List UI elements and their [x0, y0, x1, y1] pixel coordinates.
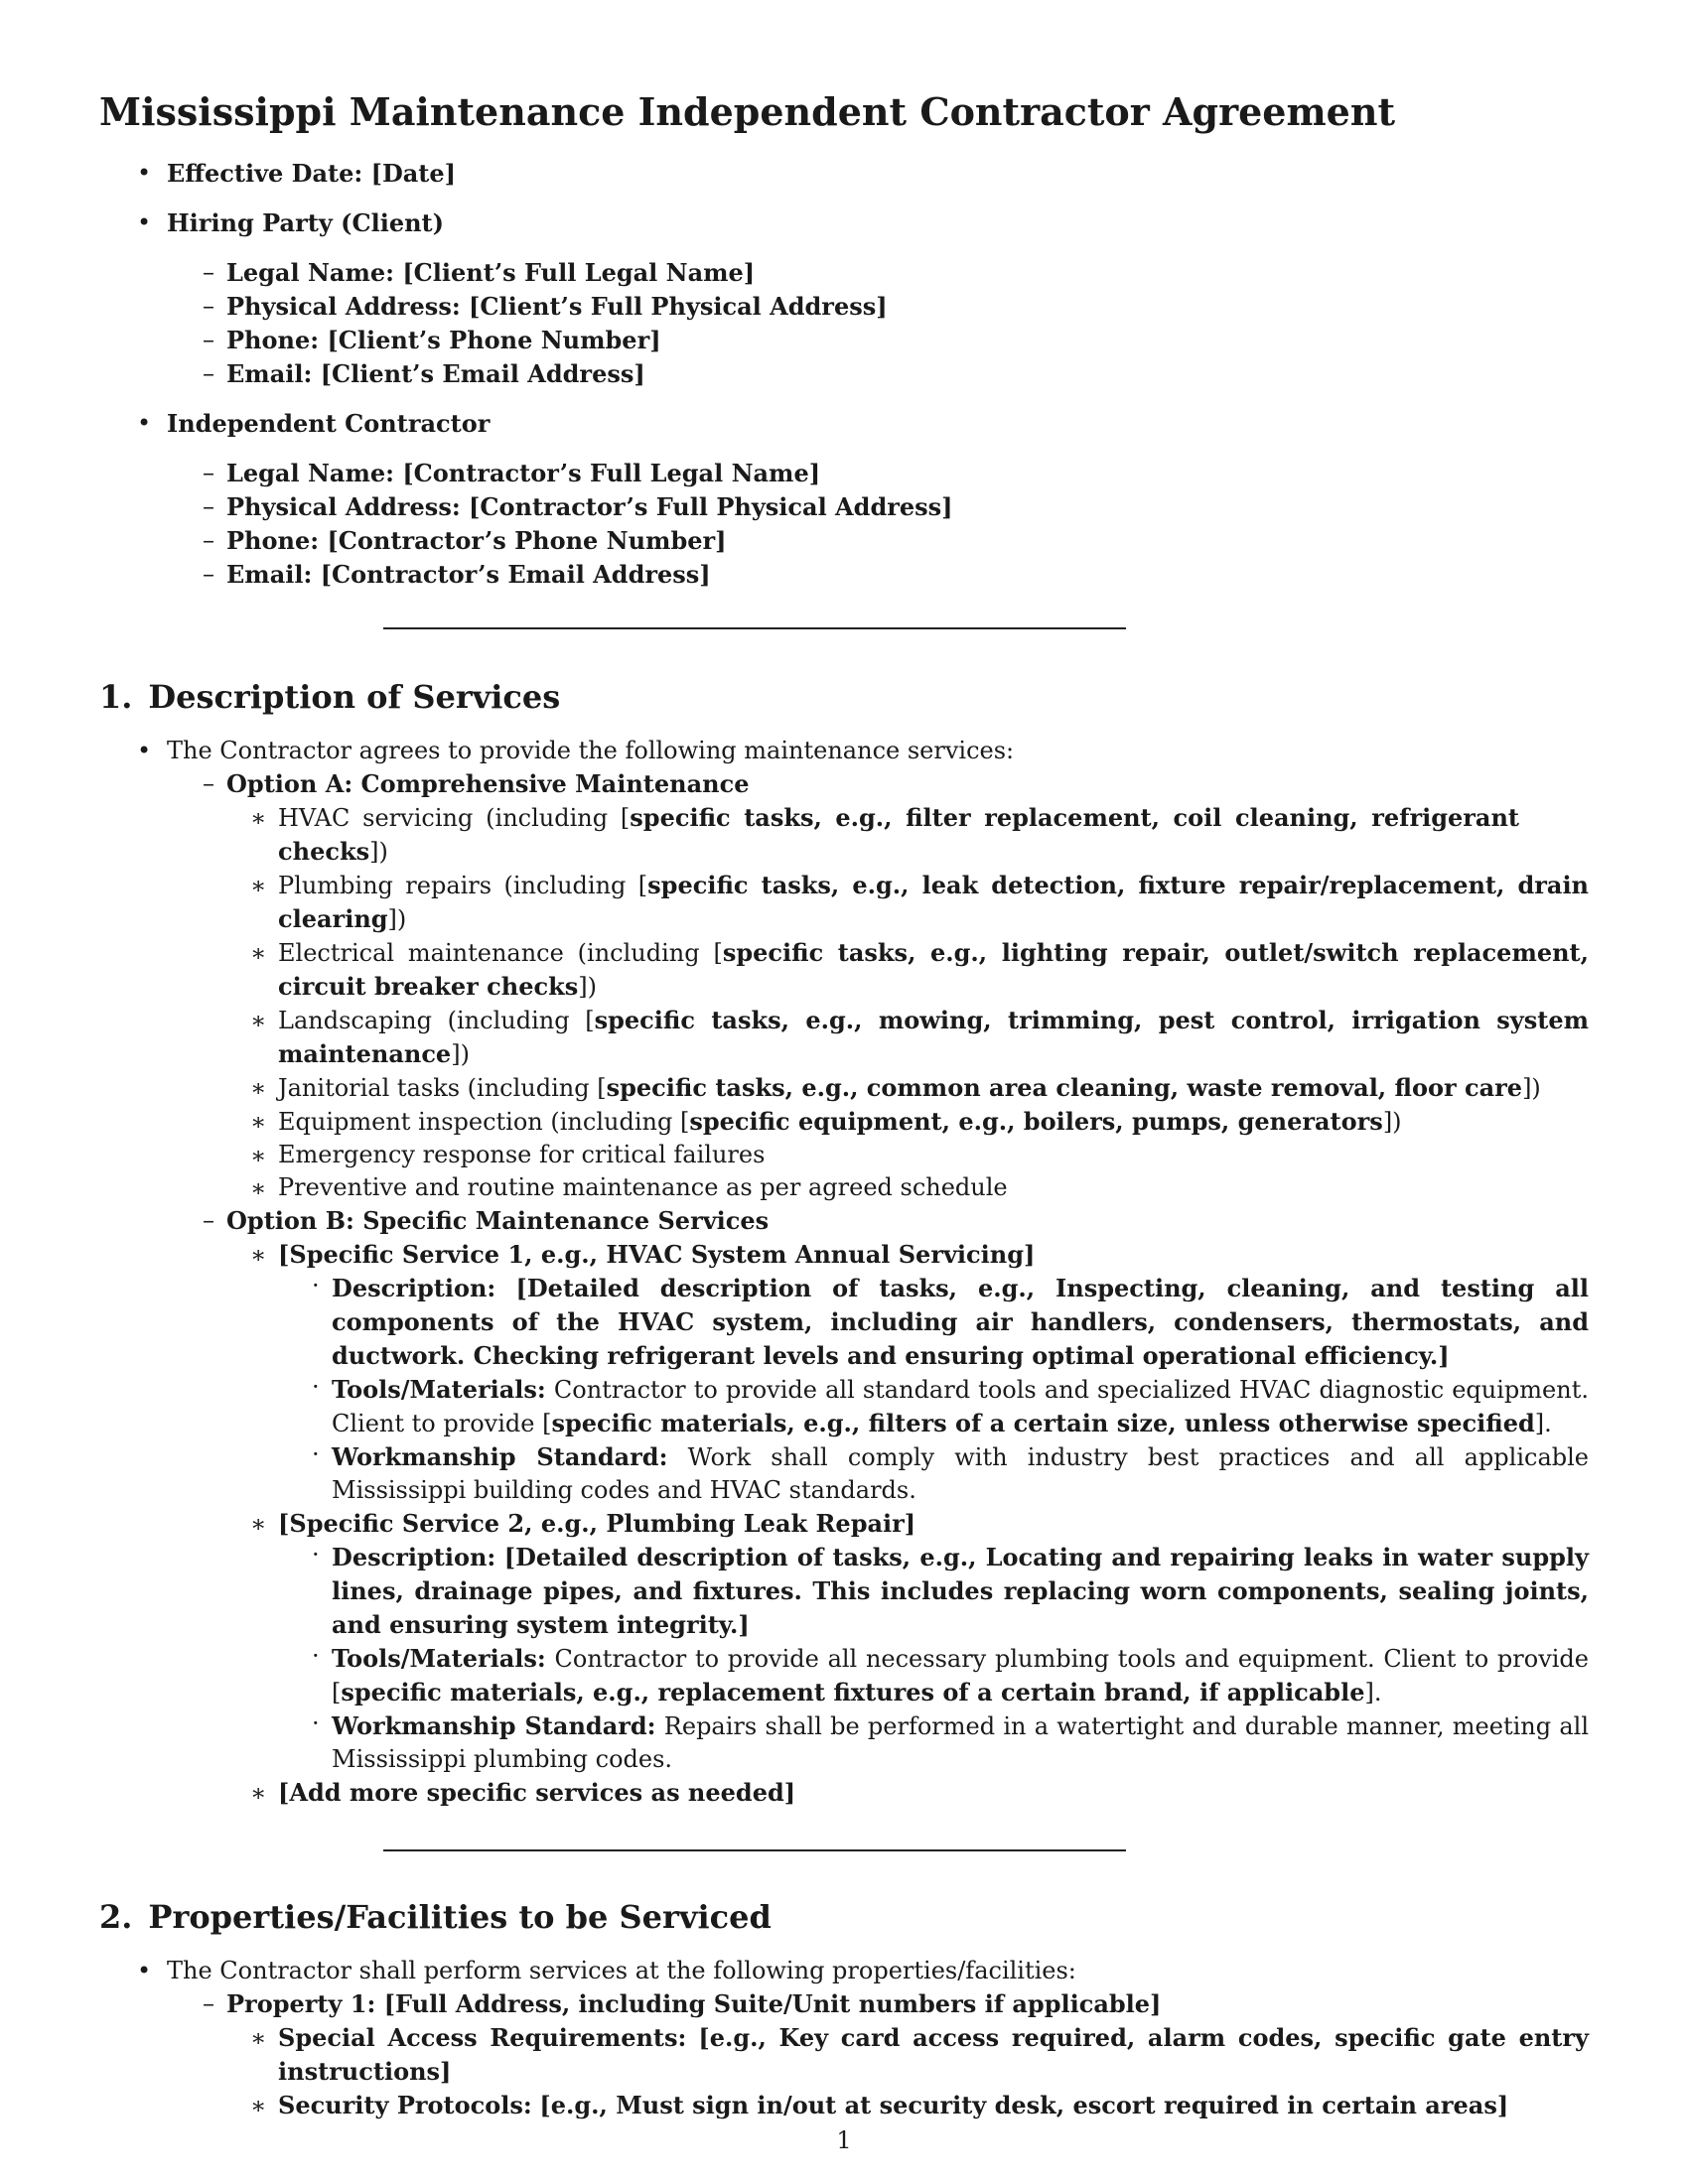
specific-service-2: ∗ [Specific Service 2, e.g., Plumbing Leak Repair] · Description: [Detailed description of tasks, e.g., Locating and repairing leaks in water supply lines, drainage pipes, and fixtures. This includes replacing worn components, sealing joints, and ensuring system integrity.] · Tools/Materials: Contractor to provide all necessary plumbing tools and equipment. Client to provide [specific materials, e.g., replacement fixtures of a certain brand, if applicable]. · Workmanship Standard: Repairs shall be performed in a watertight and durable manner, meeting all Mississippi plumbing codes. — [99, 1507, 1589, 1776]
service-1-tools: · Tools/Materials: Contractor to provide all standard tools and specialized HVAC diagnostic equipment. Client to provide [specific materials, e.g., filters of a certain size, unless otherwise specified]. — [312, 1373, 1589, 1437]
specific-service-1: ∗ [Specific Service 1, e.g., HVAC System Annual Servicing] · Description: [Detailed description of tasks, e.g., Inspecting, cleaning, and testing all components of the HVAC system, including air handlers, condensers, thermostats, and ductwork. Checking refrigerant levels and ensuring optimal operational efficiency.] · Tools/Materials: Contractor to provide all standard tools and specialized HVAC diagnostic equipment. Client to provide [specific materials, e.g., filters of a certain size, unless otherwise specified]. · Workmanship Standard: Work shall comply with industry best practices and all applicable Mississippi building codes and HVAC standards. — [99, 1238, 1589, 1507]
client-email: – Email: [Client’s Email Address] — [203, 359, 645, 388]
client-legal-name: – Legal Name: [Client’s Full Legal Name] — [203, 258, 756, 287]
section-2-heading: 2. Properties/Facilities to be Serviced — [99, 1898, 772, 1936]
client-details — [99, 256, 1589, 391]
option-a-service-hvac: ∗ HVAC servicing (including [specific tasks, e.g., filter replacement, coil cleaning, refrigerant checks]) — [250, 803, 1520, 866]
asterisk-icon: ∗ — [250, 1108, 267, 1136]
dash-icon: – — [203, 459, 214, 486]
option-a-service-equipment: ∗ Equipment inspection (including [specific equipment, e.g., boilers, pumps, generators]) — [99, 1105, 1589, 1139]
option-a-service-plumbing: ∗ Plumbing repairs (including [specific tasks, e.g., leak detection, fixture repair/replacement, drain clearing]) — [250, 871, 1590, 933]
dash-icon: – — [203, 258, 214, 286]
option-a-services — [99, 801, 1589, 1204]
option-a: – Option A: Comprehensive Maintenance ∗ HVAC servicing (including [specific tasks, e.g., filter replacement, coil cleaning, refrigerant checks]) ∗ Plumbing repairs (including [specific tasks, e.g., leak detection, fixture repair/replacement, drain clearing]) ∗ Electrical maintenance (including [specific tasks, e.g., lighting repair, outlet/switch replacement, circuit breaker checks]) ∗ Landscaping (including [specific tasks, e.g., mowing, trimming, pest control, irrigation system maintenance]) ∗ Janitorial tasks (including [specific tasks, e.g., common area cleaning, waste removal, floor care]) ∗ Equipment inspection (including [specific equipment, e.g., boilers, pumps, generators]) ∗ Emergency response for critical failures ∗ Preventive and routine maintenance as per agreed schedule — [99, 767, 1589, 1204]
asterisk-icon: ∗ — [250, 1510, 267, 1538]
service-2-description: · Description: [Detailed description of tasks, e.g., Locating and repairing leaks in water supply lines, drainage pipes, and fixtures. This includes replacing worn components, sealing joints, and ensuring system integrity.] — [312, 1541, 1589, 1639]
dot-icon: · — [312, 1440, 320, 1468]
asterisk-icon: ∗ — [250, 1142, 267, 1169]
option-b: – Option B: Specific Maintenance Services ∗ [Specific Service 1, e.g., HVAC System Annual Servicing] · Description: [Detailed description of tasks, e.g., Inspecting, cleaning, and testing all components of the HVAC system, including air handlers, condensers, thermostats, and ductwork. Checking refrigerant levels and ensuring optimal operational efficiency.] · Tools/Materials: Contractor to provide all standard tools and specialized HVAC diagnostic equipment. Client to provide [specific materials, e.g., filters of a certain size, unless otherwise specified]. · Workmanship Standard: Work shall comply with industry best practices and all applicable Mississippi building codes and HVAC standards. ∗ [Specific Service 2, e.g., Plumbing Leak Repair] · Description: [Detailed description of tasks, e.g., Locating and repairing leaks in water supply lines, drainage pipes, and fixtures. This includes replacing worn components, sealing joints, and ensuring system integrity.] · Tools/Materials: Contractor to provide all necessary plumbing tools and equipment. Client to provide [specific materials, e.g., replacement fixtures of a certain brand, if applicable]. · Workmanship Standard: Repairs shall be performed in a watertight and durable manner, meeting all Mississippi plumbing codes. ∗ [Add more specific services as needed] — [99, 1204, 1589, 1810]
dot-icon: · — [312, 1709, 320, 1737]
option-a-service-emergency: ∗ Emergency response for critical failures — [99, 1139, 1589, 1171]
option-a-service-landscaping: ∗ Landscaping (including [specific tasks, e.g., mowing, trimming, pest control, irrigation system maintenance]) — [250, 1006, 1589, 1068]
dash-icon: – — [203, 526, 214, 554]
contractor-address: – Physical Address: [Contractor’s Full Physical Address] — [203, 492, 953, 521]
option-a-service-preventive: ∗ Preventive and routine maintenance as per agreed schedule — [99, 1171, 1589, 1204]
section-1-list — [99, 735, 1589, 1810]
specific-service-2-details — [99, 1541, 1589, 1776]
asterisk-icon: ∗ — [250, 1007, 267, 1034]
dash-icon: – — [203, 560, 214, 588]
effective-date-item: • Effective Date: [Date] — [137, 159, 457, 188]
bullet-icon: • — [137, 159, 152, 187]
option-b-services — [99, 1238, 1589, 1810]
specific-service-1-details — [99, 1272, 1589, 1507]
asterisk-icon: ∗ — [250, 2092, 267, 2119]
bullet-icon: • — [137, 1957, 152, 1984]
client-phone: – Phone: [Client’s Phone Number] — [203, 326, 661, 354]
client-item: • Hiring Party (Client) – Legal Name: [Client’s Full Legal Name] – Physical Address: [Client’s Full Physical Address] – Phone: [Client’s Phone Number] – Email: [Client’s Email Address] — [99, 206, 1589, 391]
dot-icon: · — [312, 1642, 320, 1670]
page-number: 1 — [836, 2126, 852, 2154]
security-protocols: ∗ Security Protocols: [e.g., Must sign in/out at security desk, escort required in certain areas] — [99, 2089, 1589, 2122]
properties-list — [99, 1987, 1589, 2122]
bullet-icon: • — [137, 409, 152, 437]
dot-icon: · — [312, 1541, 320, 1569]
add-more-services: ∗ [Add more specific services as needed] — [99, 1776, 1589, 1810]
document-page — [99, 89, 1589, 2122]
section-1-heading: 1. Description of Services — [99, 678, 561, 716]
properties-intro: • The Contractor shall perform services at the following properties/facilities: – Property 1: [Full Address, including Suite/Unit numbers if applicable] ∗ Special Access Requirements: [e.g., Key card access required, alarm codes, specific gate entry instructions] ∗ Security Protocols: [e.g., Must sign in/out at security desk, escort required in certain areas] — [99, 1955, 1589, 2122]
property-1: – Property 1: [Full Address, including Suite/Unit numbers if applicable] ∗ Special Access Requirements: [e.g., Key card access required, alarm codes, specific gate entry instructions] ∗ Security Protocols: [e.g., Must sign in/out at security desk, escort required in certain areas] — [99, 1987, 1589, 2122]
section-divider — [383, 627, 1126, 629]
service-2-tools: · Tools/Materials: Contractor to provide all necessary plumbing tools and equipment. Client to provide [specific materials, e.g., replacement fixtures of a certain brand, if applicable]. — [312, 1642, 1590, 1706]
asterisk-icon: ∗ — [250, 2024, 267, 2052]
service-1-workmanship: · Workmanship Standard: Work shall comply with industry best practices and all applicable Mississippi building codes and HVAC standards. — [312, 1440, 1589, 1504]
service-2-workmanship: · Workmanship Standard: Repairs shall be performed in a watertight and durable manner, meeting all Mississippi plumbing codes. — [312, 1709, 1590, 1773]
dash-icon: – — [203, 292, 214, 320]
contractor-item: • Independent Contractor – Legal Name: [Contractor’s Full Legal Name] – Physical Address: [Contractor’s Full Physical Address] – Phone: [Contractor’s Phone Number] – Email: [Contractor’s Email Address] — [99, 407, 1589, 592]
document-title: Mississippi Maintenance Independent Contractor Agreement — [99, 89, 1396, 134]
asterisk-icon: ∗ — [250, 872, 267, 899]
dash-icon: – — [203, 359, 214, 387]
dot-icon: · — [312, 1272, 320, 1299]
asterisk-icon: ∗ — [250, 1174, 267, 1202]
section-divider — [383, 1849, 1126, 1851]
options-list — [99, 767, 1589, 1810]
bullet-icon: • — [137, 208, 152, 236]
services-intro: • The Contractor agrees to provide the following maintenance services: – Option A: Comprehensive Maintenance ∗ HVAC servicing (including [specific tasks, e.g., filter replacement, coil cleaning, refrigerant checks]) ∗ Plumbing repairs (including [specific tasks, e.g., leak detection, fixture repair/replacement, drain clearing]) ∗ Electrical maintenance (including [specific tasks, e.g., lighting repair, outlet/switch replacement, circuit breaker checks]) ∗ Landscaping (including [specific tasks, e.g., mowing, trimming, pest control, irrigation system maintenance]) ∗ Janitorial tasks (including [specific tasks, e.g., common area cleaning, waste removal, floor care]) ∗ Equipment inspection (including [specific equipment, e.g., boilers, pumps, generators]) ∗ Emergency response for critical failures ∗ Preventive and routine maintenance as per agreed schedule – Option B: Specific Maintenance Services ∗ [Specific Service 1, e.g., HVAC System Annual Servicing] · Description: [Detailed description of tasks, e.g., Inspecting, cleaning, and testing all components of the HVAC system, including air handlers, condensers, thermostats, and ductwork. Checking refrigerant levels and ensuring optimal operational efficiency.] · Tools/Materials: Contractor to provide all standard tools and specialized HVAC diagnostic equipment. Client to provide [specific materials, e.g., filters of a certain size, unless otherwise specified]. · Workmanship Standard: Work shall comply with industry best practices and all applicable Mississippi building codes and HVAC standards. ∗ [Specific Service 2, e.g., Plumbing Leak Repair] · Description: [Detailed description of tasks, e.g., Locating and repairing leaks in water supply lines, drainage pipes, and fixtures. This includes replacing worn components, sealing joints, and ensuring system integrity.] · Tools/Materials: Contractor to provide all necessary plumbing tools and equipment. Client to provide [specific materials, e.g., replacement fixtures of a certain brand, if applicable]. · Workmanship Standard: Repairs shall be performed in a watertight and durable manner, meeting all Mississippi plumbing codes. ∗ [Add more specific services as needed] — [99, 735, 1589, 1810]
section-2-list — [99, 1955, 1589, 2122]
special-access-requirements: ∗ Special Access Requirements: [e.g., Key card access required, alarm codes, specific gate entry instructions] — [250, 2023, 1589, 2086]
dash-icon: – — [203, 492, 214, 520]
service-1-description: · Description: [Detailed description of tasks, e.g., Inspecting, cleaning, and testing all components of the HVAC system, including air handlers, condensers, thermostats, and ductwork. Checking refrigerant levels and ensuring optimal operational efficiency.] — [312, 1272, 1589, 1370]
contractor-legal-name: – Legal Name: [Contractor’s Full Legal Name] — [203, 459, 821, 487]
asterisk-icon: ∗ — [250, 939, 267, 967]
bullet-icon: • — [137, 737, 152, 764]
property-1-details — [99, 2021, 1589, 2122]
asterisk-icon: ∗ — [250, 1241, 267, 1269]
client-address: – Physical Address: [Client’s Full Physical Address] — [203, 292, 888, 321]
asterisk-icon: ∗ — [250, 804, 267, 832]
dash-icon: – — [203, 1206, 214, 1234]
dash-icon: – — [203, 326, 214, 353]
asterisk-icon: ∗ — [250, 1074, 267, 1102]
contractor-email: – Email: [Contractor’s Email Address] — [203, 560, 711, 589]
parties-list — [99, 157, 1589, 592]
asterisk-icon: ∗ — [250, 1779, 267, 1807]
contractor-details — [99, 457, 1589, 592]
dash-icon: – — [203, 769, 214, 797]
dot-icon: · — [312, 1373, 320, 1401]
option-a-service-electrical: ∗ Electrical maintenance (including [specific tasks, e.g., lighting repair, outlet/switch replacement, circuit breaker checks]) — [250, 938, 1589, 1001]
dash-icon: – — [203, 1989, 214, 2017]
option-a-service-janitorial: ∗ Janitorial tasks (including [specific tasks, e.g., common area cleaning, waste removal, floor care]) — [99, 1071, 1589, 1105]
contractor-phone: – Phone: [Contractor’s Phone Number] — [203, 526, 727, 555]
